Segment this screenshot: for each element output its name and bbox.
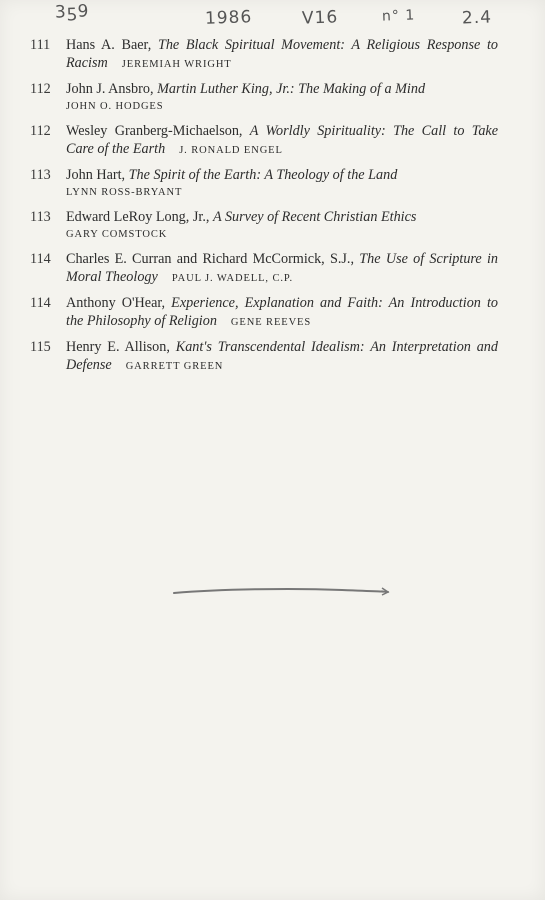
reviewer-name: PAUL J. WADELL, C.P. [171,273,293,284]
book-title: Experience, Explanation and Faith: An Introduction to the Philosophy of Religion [66,295,498,329]
reviewer-name: GARRETT GREEN [125,361,224,372]
handwritten-note-number: n° 1 [381,7,416,25]
pen-stroke-divider [172,583,392,599]
book-title: The Spirit of the Earth: A Theology of the Land [128,167,398,183]
book-author: Hans A. Baer, [66,37,152,53]
page-number: 114 [30,295,51,311]
review-entry [30,250,498,288]
review-entry [30,166,498,202]
entry-text [66,250,498,288]
review-entry [30,36,498,74]
page-number: 111 [30,37,51,53]
page-number: 113 [30,209,51,225]
page-number: 113 [30,167,51,183]
entry-text [66,294,498,332]
book-author: Charles E. Curran and Richard McCormick, S.J., [66,251,355,267]
entry-text [66,36,498,74]
book-author: John J. Ansbro, [66,81,154,97]
reviewer-name: JOHN O. HODGES [66,101,164,112]
handwritten-note-year: 1986 [204,7,253,29]
page-number: 112 [30,81,51,97]
entry-text [66,338,498,376]
entry-text [66,80,498,116]
book-title: Martin Luther King, Jr.: The Making of a Mind [157,81,426,97]
book-author: Wesley Granberg-Michaelson, [66,123,243,139]
reviewer-name: GENE REEVES [230,317,312,328]
handwritten-note-5: 2.4 [461,7,493,29]
entry-text [66,208,498,244]
review-entry [30,208,498,244]
review-list [30,36,498,382]
reviewer-name: JEREMIAH WRIGHT [121,59,232,70]
review-entry [30,294,498,332]
handwritten-note-1: 3ƽ9 [54,1,90,23]
book-title: A Worldly Spirituality: The Call to Take Care of the Earth [66,123,499,157]
page-number: 114 [30,251,51,267]
handwritten-note-volume: V16 [301,7,339,29]
review-entry [30,338,498,376]
book-author: Edward LeRoy Long, Jr., [66,209,210,225]
book-title: Kant's Transcendental Idealism: An Interpretation and Defense [66,339,498,373]
entry-text [66,166,498,202]
reviewer-name: GARY COMSTOCK [66,229,168,240]
reviewer-name: LYNN ROSS-BRYANT [66,187,183,198]
book-title: The Use of Scripture in Moral Theology [66,251,498,285]
book-title: A Survey of Recent Christian Ethics [212,209,417,225]
reviewer-name: J. RONALD ENGEL [179,145,283,156]
book-author: Anthony O'Hear, [66,295,166,311]
page-number: 115 [30,339,51,355]
book-author: Henry E. Allison, [66,339,170,355]
entry-text [66,122,498,160]
book-title: The Black Spiritual Movement: A Religious Response to Racism [66,37,498,71]
page-number: 112 [30,123,51,139]
review-entry [30,80,498,116]
book-author: John Hart, [66,167,126,183]
review-entry [30,122,498,160]
